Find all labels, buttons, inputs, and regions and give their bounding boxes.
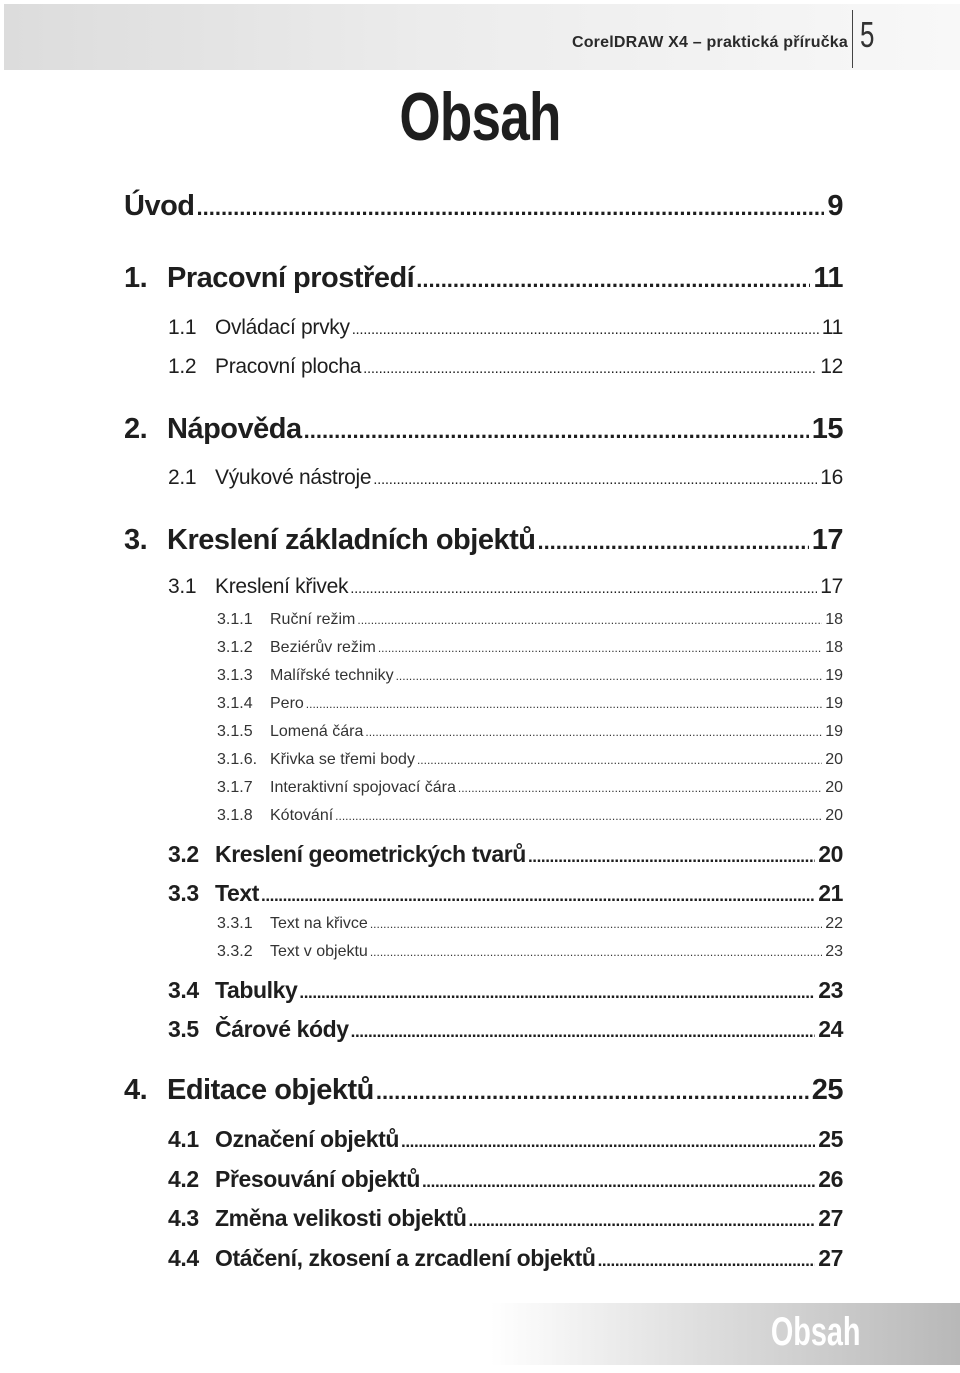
toc-entry-number: 3.5	[168, 1016, 199, 1042]
leader-dots	[458, 781, 822, 795]
toc-entry[interactable]	[217, 779, 843, 797]
toc-entry-page: 20	[818, 841, 843, 867]
toc-entry-page: 26	[818, 1166, 843, 1192]
toc-entry[interactable]	[124, 190, 843, 223]
leader-dots	[352, 321, 819, 338]
leader-dots	[370, 917, 822, 931]
leader-dots	[335, 809, 822, 823]
toc-entry[interactable]	[168, 1205, 843, 1232]
footer-bar	[490, 1303, 960, 1365]
toc-entry-text: Editace objektů	[167, 1074, 374, 1106]
toc-entry-page: 19	[825, 695, 843, 712]
toc-entry[interactable]	[168, 1245, 843, 1272]
toc-entry-page: 11	[821, 316, 843, 339]
toc-entry[interactable]	[124, 262, 843, 295]
toc-entry-text: Pracovní prostředí	[167, 262, 415, 294]
toc-entry[interactable]	[217, 751, 843, 769]
toc-entry-page: 23	[825, 943, 843, 960]
toc-entry-number: 4.4	[168, 1245, 199, 1271]
toc-entry-number: 3.1.5	[217, 723, 253, 740]
toc-entry-text: Křivka se třemi body	[270, 751, 415, 768]
toc-entry-page: 22	[825, 915, 843, 932]
toc-entry-text: Nápověda	[167, 413, 302, 445]
leader-dots	[373, 471, 817, 488]
leader-dots	[376, 1079, 809, 1105]
toc-entry-number: 3.4	[168, 977, 199, 1003]
toc-entry-page: 16	[820, 466, 843, 489]
toc-entry-number: 3.3.1	[217, 915, 253, 932]
toc-entry-page: 18	[825, 611, 843, 628]
toc-entry[interactable]	[168, 977, 843, 1004]
toc-entry-text: Interaktivní spojovací čára	[270, 779, 456, 796]
toc-entry-page: 11	[813, 262, 843, 294]
toc-entry-text: Text na křivce	[270, 915, 368, 932]
toc-entry-page: 20	[825, 751, 843, 768]
toc-entry[interactable]	[217, 807, 843, 825]
toc-entry-text: Úvod	[124, 190, 195, 222]
leader-dots	[370, 945, 822, 959]
toc-entry-page: 17	[811, 524, 843, 556]
toc-entry-number: 1.	[124, 262, 148, 294]
toc-entry[interactable]	[168, 1016, 843, 1043]
toc-entry-text: Ovládací prvky	[215, 316, 350, 339]
toc-entry-text: Označení objektů	[215, 1126, 400, 1152]
toc-entry-text: Výukové nástroje	[215, 466, 372, 489]
toc-entry[interactable]	[168, 575, 843, 599]
leader-dots	[351, 1022, 816, 1042]
toc-entry-number: 4.	[124, 1074, 148, 1106]
toc-entry-number: 3.3.2	[217, 943, 253, 960]
toc-entry-page: 23	[818, 977, 843, 1003]
leader-dots	[378, 641, 822, 655]
toc-entry-text: Pracovní plocha	[215, 355, 362, 378]
toc-entry-text: Kreslení geometrických tvarů	[215, 841, 526, 867]
leader-dots	[357, 613, 822, 627]
toc-entry[interactable]	[124, 413, 843, 446]
leader-dots	[396, 669, 823, 683]
book-title: CorelDRAW X4 – praktická příručka	[571, 34, 848, 51]
toc-entry-text: Ruční režim	[270, 611, 356, 628]
leader-dots	[350, 580, 817, 597]
toc-entry-number: 1.1	[168, 316, 197, 339]
toc-entry-number: 3.1	[168, 575, 197, 598]
leader-dots	[261, 886, 815, 906]
leader-dots	[365, 725, 822, 739]
toc-entry[interactable]	[168, 841, 843, 868]
toc-entry-number: 3.1.8	[217, 807, 253, 824]
toc-entry-text: Otáčení, zkosení a zrcadlení objektů	[215, 1245, 596, 1271]
toc-entry-page: 21	[818, 880, 843, 906]
toc-entry-text: Kreslení křivek	[215, 575, 349, 598]
leader-dots	[528, 847, 815, 867]
leader-dots	[422, 1172, 815, 1192]
toc-entry-text: Kótování	[270, 807, 334, 824]
toc-entry-page: 15	[811, 413, 843, 445]
leader-dots	[363, 360, 817, 377]
toc-entry-number: 3.1.6.	[217, 751, 258, 768]
toc-entry[interactable]	[124, 1074, 843, 1107]
leader-dots	[197, 195, 825, 221]
leader-dots	[304, 418, 809, 444]
toc-entry[interactable]	[217, 943, 843, 961]
toc-entry-page: 17	[820, 575, 843, 598]
page-number: 5	[860, 14, 875, 55]
toc-entry-number: 3.1.3	[217, 667, 253, 684]
toc-entry-number: 1.2	[168, 355, 197, 378]
toc-entry[interactable]	[168, 1166, 843, 1193]
toc-entry[interactable]	[124, 524, 843, 557]
leader-dots	[416, 267, 810, 293]
toc-entry[interactable]	[217, 611, 843, 629]
toc-entry-text: Změna velikosti objektů	[215, 1205, 467, 1231]
leader-dots	[469, 1211, 816, 1231]
toc-entry-text: Tabulky	[215, 977, 298, 1003]
toc-entry[interactable]	[168, 880, 843, 907]
toc-entry-page: 19	[825, 723, 843, 740]
toc-entry-page: 27	[818, 1245, 843, 1271]
leader-dots	[537, 529, 808, 555]
toc-entry[interactable]	[168, 466, 843, 490]
page-title: Obsah	[399, 79, 561, 155]
toc-entry-text: Malířské techniky	[270, 667, 394, 684]
leader-dots	[417, 753, 822, 767]
toc-entry-number: 3.2	[168, 841, 199, 867]
toc-entry-number: 3.1.1	[217, 611, 253, 628]
toc-entry-text: Text	[215, 880, 259, 906]
toc-entry-number: 3.1.4	[217, 695, 253, 712]
toc-entry[interactable]	[168, 316, 843, 340]
leader-dots	[299, 983, 815, 1003]
leader-dots	[598, 1251, 816, 1271]
toc-entry-number: 4.3	[168, 1205, 199, 1231]
toc-entry-number: 3.1.7	[217, 779, 253, 796]
toc-entry-number: 2.1	[168, 466, 197, 489]
toc-entry-page: 25	[811, 1074, 843, 1106]
leader-dots	[306, 697, 822, 711]
toc-entry-page: 27	[818, 1205, 843, 1231]
toc-entry[interactable]	[168, 355, 843, 379]
toc-entry[interactable]	[217, 639, 843, 657]
toc-entry-page: 25	[818, 1126, 843, 1152]
toc-entry-number: 3.3	[168, 880, 199, 906]
toc-entry[interactable]	[168, 1126, 843, 1153]
toc-entry-text: Pero	[270, 695, 304, 712]
toc-entry-page: 12	[820, 355, 843, 378]
toc-entry-text: Lomená čára	[270, 723, 364, 740]
toc-entry-page: 9	[827, 190, 843, 222]
toc-entry[interactable]	[217, 667, 843, 685]
toc-entry[interactable]	[217, 723, 843, 741]
toc-entry-number: 3.1.2	[217, 639, 253, 656]
header-divider	[852, 10, 853, 68]
toc-entry-text: Text v objektu	[270, 943, 368, 960]
toc-entry-text: Beziérův režim	[270, 639, 376, 656]
toc-entry-text: Čárové kódy	[215, 1016, 349, 1042]
toc-entry-text: Přesouvání objektů	[215, 1166, 420, 1192]
toc-entry-page: 20	[825, 807, 843, 824]
toc-entry[interactable]	[217, 915, 843, 933]
leader-dots	[401, 1132, 815, 1152]
toc-entry-text: Kreslení základních objektů	[167, 524, 536, 556]
toc-entry[interactable]	[217, 695, 843, 713]
toc-entry-page: 24	[818, 1016, 843, 1042]
toc-entry-number: 4.2	[168, 1166, 199, 1192]
toc-entry-page: 19	[825, 667, 843, 684]
toc-entry-number: 3.	[124, 524, 148, 556]
toc-entry-page: 18	[825, 639, 843, 656]
toc-entry-number: 2.	[124, 413, 148, 445]
toc-entry-page: 20	[825, 779, 843, 796]
toc-entry-number: 4.1	[168, 1126, 199, 1152]
footer-section-label: Obsah	[770, 1310, 860, 1354]
